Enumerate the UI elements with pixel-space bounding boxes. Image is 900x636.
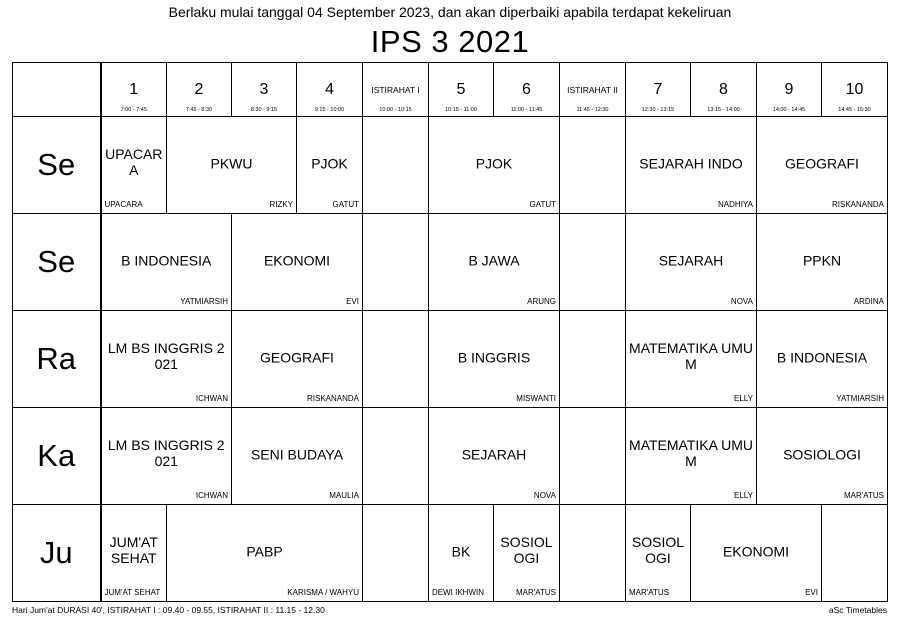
lesson-cell: [494, 505, 560, 602]
lesson-teacher: MAR'ATUS: [843, 491, 884, 500]
lesson-subject: PJOK: [475, 155, 513, 172]
lesson-teacher: RISKANANDA: [831, 200, 884, 209]
lesson-teacher: ELLY: [734, 394, 753, 403]
lesson-cell: [101, 214, 232, 311]
period-time: 10:15 - 11:00: [444, 107, 477, 113]
lesson-subject: LM BS INGGRIS 2021: [107, 436, 225, 469]
lesson-teacher: KARISMA / WAHYU: [287, 588, 359, 597]
period-time: 8:30 - 9:15: [250, 107, 278, 113]
period-time: 11:00 - 11:45: [510, 107, 543, 113]
lesson-cell: [297, 117, 363, 214]
period-time: 14:45 - 15:30: [838, 107, 871, 113]
lesson-cell: [429, 117, 560, 214]
lesson-teacher: ICHWAN: [195, 491, 228, 500]
lesson-teacher: EVI: [346, 297, 359, 306]
period-label: 6: [522, 81, 531, 98]
period-label: 9: [784, 81, 794, 98]
break-cell: [363, 408, 429, 505]
break-cell: [560, 214, 626, 311]
period-time: 10:00 - 10:15: [379, 107, 412, 113]
lesson-teacher: UPACARA: [104, 200, 143, 209]
lesson-teacher: GATUT: [529, 200, 556, 209]
period-header: [167, 63, 232, 117]
lesson-subject: MATEMATIKA UMUM: [629, 436, 753, 469]
lesson-subject: EKONOMI: [263, 252, 331, 269]
period-time: 14:00 - 14:45: [772, 107, 806, 113]
period-time: 13:15 - 14:00: [707, 107, 740, 113]
period-header: [232, 63, 297, 117]
period-header: [494, 63, 560, 117]
lesson-teacher: RIZKY: [269, 200, 293, 209]
lesson-teacher: MAR'ATUS: [629, 588, 670, 597]
day-label: Ka: [13, 408, 101, 505]
lesson-teacher: GATUT: [332, 200, 359, 209]
lesson-teacher: YATMIARSIH: [180, 297, 228, 306]
lesson-cell: [429, 505, 494, 602]
lesson-cell: [101, 117, 167, 214]
day-label: Se: [13, 214, 101, 311]
lesson-subject: BK: [451, 543, 471, 560]
period-time: 7:45 - 8:30: [185, 107, 213, 113]
lesson-teacher: NOVA: [730, 297, 753, 306]
lesson-subject: UPACARA: [105, 145, 163, 178]
timetable-grid: [12, 62, 888, 602]
lesson-cell: [626, 505, 691, 602]
lesson-subject: PKWU: [210, 155, 253, 172]
lesson-cell: [429, 311, 560, 408]
period-label: ISTIRAHAT II: [567, 85, 618, 95]
lesson-subject: EKONOMI: [722, 543, 790, 560]
lesson-cell: [626, 311, 757, 408]
period-time: 9:15 - 10:00: [314, 107, 345, 113]
lesson-cell: [232, 214, 363, 311]
footer-credit: aSc Timetables: [828, 605, 887, 615]
period-header: [297, 63, 363, 117]
lesson-cell: [101, 505, 167, 602]
lesson-teacher: JUM'AT SEHAT: [104, 588, 161, 597]
lesson-cell: [757, 117, 888, 214]
lesson-teacher: YATMIARSIH: [836, 394, 884, 403]
lesson-cell: [232, 408, 363, 505]
lesson-teacher: RISKANANDA: [306, 394, 359, 403]
lesson-cell: [691, 505, 822, 602]
day-label: Ra: [13, 311, 101, 408]
lesson-cell: [429, 408, 560, 505]
lesson-cell: [757, 214, 888, 311]
footer-note: Hari Jum'at DURASI 40', ISTIRAHAT I : 09.40 - 09.55, ISTIRAHAT II : 11.15 - 12.30: [12, 605, 325, 615]
lesson-cell: [757, 408, 888, 505]
lesson-cell: [101, 408, 232, 505]
lesson-teacher: NOVA: [533, 491, 556, 500]
lesson-cell: [626, 408, 757, 505]
period-header: [691, 63, 757, 117]
lesson-subject: SOSIOLOGI: [631, 533, 685, 566]
lesson-subject: SEJARAH INDO: [639, 155, 743, 172]
lesson-teacher: ICHWAN: [195, 394, 228, 403]
lesson-subject: B INDONESIA: [121, 252, 212, 269]
break-header: [363, 63, 429, 117]
lesson-subject: B INGGRIS: [457, 349, 531, 366]
lesson-teacher: EVI: [805, 588, 818, 597]
day-label: Se: [13, 117, 101, 214]
lesson-subject: GEOGRAFI: [260, 349, 334, 366]
period-header: [626, 63, 691, 117]
lesson-subject: B JAWA: [468, 252, 520, 269]
page-title: IPS 3 2021: [370, 24, 530, 59]
lesson-subject: SEJARAH: [658, 252, 724, 269]
period-header: [822, 63, 888, 117]
lesson-cell: [167, 505, 363, 602]
break-cell: [363, 505, 429, 602]
lesson-subject: PABP: [246, 543, 283, 560]
break-cell: [363, 311, 429, 408]
break-header: [560, 63, 626, 117]
lesson-subject: SOSIOLOGI: [500, 533, 553, 566]
lesson-subject: SENI BUDAYA: [250, 446, 344, 463]
lesson-teacher: ARUNG: [527, 297, 556, 306]
break-cell: [560, 311, 626, 408]
validity-note: Berlaku mulai tanggal 04 September 2023, dan akan diperbaiki apabila terdapat kekeliruan: [168, 4, 732, 20]
lesson-subject: MATEMATIKA UMUM: [629, 339, 753, 372]
lesson-subject: GEOGRAFI: [785, 155, 859, 172]
period-label: 5: [456, 81, 466, 98]
day-label: Ju: [13, 505, 101, 602]
lesson-cell: [626, 214, 757, 311]
period-label: 3: [259, 81, 269, 98]
period-header: [429, 63, 494, 117]
period-header: [101, 63, 167, 117]
lesson-subject: LM BS INGGRIS 2021: [107, 339, 225, 372]
period-label: 4: [325, 81, 334, 98]
break-cell: [560, 117, 626, 214]
lesson-subject: B INDONESIA: [776, 349, 868, 366]
lesson-cell: [757, 311, 888, 408]
period-label: 1: [129, 81, 139, 98]
lesson-teacher: MAR'ATUS: [515, 588, 556, 597]
period-label: 7: [653, 81, 663, 98]
empty-cell: [822, 505, 888, 602]
lesson-cell: [429, 214, 560, 311]
period-time: 7:00 - 7:45: [120, 107, 147, 113]
lesson-subject: PPKN: [802, 252, 842, 269]
lesson-teacher: MAULIA: [329, 491, 359, 500]
lesson-cell: [167, 117, 297, 214]
lesson-teacher: ARDINA: [853, 297, 884, 306]
lesson-subject: SEJARAH: [461, 446, 527, 463]
lesson-cell: [101, 311, 232, 408]
lesson-subject: JUM'AT SEHAT: [109, 533, 158, 566]
lesson-teacher: NADHIYA: [718, 200, 753, 209]
lesson-teacher: DEWI IKHWIN: [432, 588, 484, 597]
period-label: 2: [194, 81, 204, 98]
period-label: ISTIRAHAT I: [371, 85, 420, 95]
lesson-subject: SOSIOLOGI: [783, 446, 861, 463]
period-header: [757, 63, 822, 117]
period-label: 10: [845, 81, 864, 98]
break-cell: [560, 505, 626, 602]
corner-cell: [13, 63, 101, 117]
period-time: 11:45 - 12:30: [576, 107, 609, 113]
break-cell: [560, 408, 626, 505]
lesson-teacher: MISWANTI: [516, 394, 556, 403]
break-cell: [363, 117, 429, 214]
lesson-cell: [626, 117, 757, 214]
lesson-cell: [232, 311, 363, 408]
period-label: 8: [719, 81, 728, 98]
period-time: 12:30 - 13:15: [641, 107, 675, 113]
lesson-subject: PJOK: [311, 155, 348, 172]
lesson-teacher: ELLY: [734, 491, 753, 500]
break-cell: [363, 214, 429, 311]
